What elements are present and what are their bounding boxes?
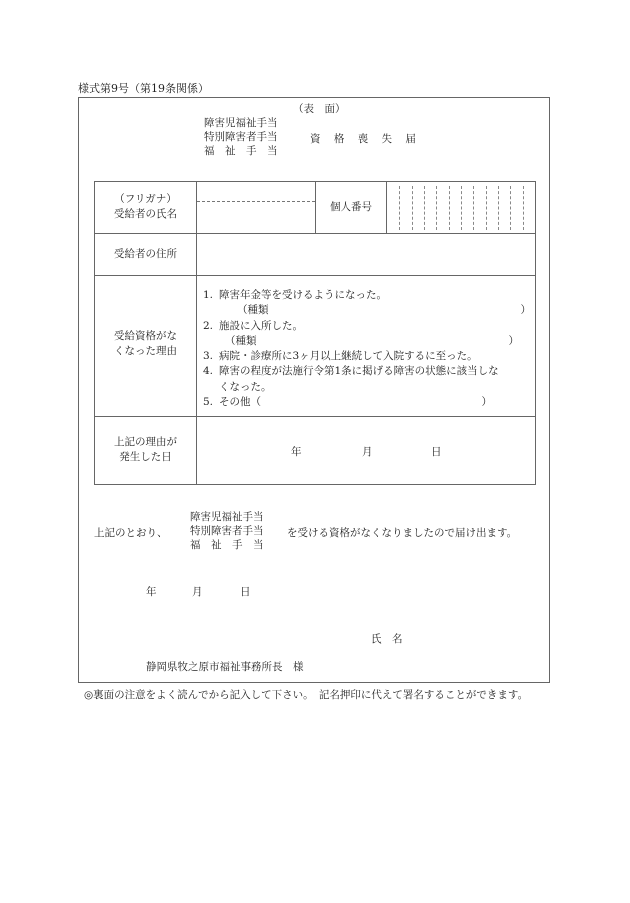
- reason-detail[interactable]: （種類 ）: [237, 304, 531, 317]
- submission-date[interactable]: [146, 584, 251, 599]
- reason-detail[interactable]: （種類 ）: [225, 334, 519, 347]
- personal-number-digit[interactable]: [449, 188, 461, 228]
- row-divider: [95, 275, 535, 276]
- addressee: 静岡県牧之原市福祉事務所長 様: [146, 661, 304, 673]
- personal-number-digit[interactable]: [387, 188, 399, 228]
- digit-separator: [498, 186, 499, 230]
- furigana-input[interactable]: [197, 182, 315, 201]
- personal-number-digit[interactable]: [473, 188, 485, 228]
- applicant-name-label: 氏 名: [371, 633, 403, 645]
- date-month-label: 月: [362, 446, 373, 458]
- personal-number-digit[interactable]: [486, 188, 498, 228]
- reason-number: 5.: [203, 396, 214, 409]
- personal-number-digit[interactable]: [523, 188, 535, 228]
- personal-number-input[interactable]: [387, 182, 535, 233]
- address-input[interactable]: [197, 234, 535, 275]
- statement-allowance-list: [190, 510, 264, 552]
- header-allowance-item: 福 祉 手 当: [204, 145, 278, 157]
- reason-text: 障害の程度が法施行令第1条に掲げる障害の状態に該当しな: [219, 365, 499, 378]
- title-char: 格: [333, 133, 345, 145]
- personal-number-digit[interactable]: [461, 188, 473, 228]
- personal-number-digit[interactable]: [399, 188, 411, 228]
- date-day-label: 日: [431, 446, 442, 458]
- reason-label-line: くなった理由: [114, 345, 177, 357]
- date-label-line: 上記の理由が: [114, 436, 177, 448]
- title-char: 失: [381, 133, 393, 145]
- digit-separator: [449, 186, 450, 230]
- personal-number-digit[interactable]: [412, 188, 424, 228]
- statement-tail: を受ける資格がなくなりましたので届け出ます。: [287, 527, 518, 539]
- digit-separator: [436, 186, 437, 230]
- reason-item[interactable]: [203, 349, 531, 364]
- reason-number: 2.: [203, 319, 214, 332]
- reason-number: 4.: [203, 365, 214, 378]
- reason-text-continued: くなった。: [219, 380, 272, 393]
- reason-item[interactable]: [203, 395, 531, 410]
- date-year-label: 年: [291, 446, 302, 458]
- reason-text: 病院・診療所に3ヶ月以上継続して入院するに至った。: [219, 350, 478, 363]
- personal-number-digit[interactable]: [498, 188, 510, 228]
- form-table: [94, 181, 536, 485]
- statement-allowance-item: 特別障害者手当: [190, 525, 264, 537]
- submission-month-label: 月: [192, 586, 203, 598]
- footnote: ◎裏面の注意をよく読んでから記入して下さい。 記名押印に代えて署名することができます。: [84, 689, 529, 701]
- reason-number: 3.: [203, 350, 214, 363]
- reason-item[interactable]: [203, 364, 531, 379]
- statement-lead: 上記のとおり、: [94, 527, 168, 539]
- name-label: [95, 192, 196, 222]
- header-allowance-item: 障害児福祉手当: [204, 117, 278, 129]
- form-number: 様式第9号（第19条関係）: [78, 82, 209, 95]
- digit-separator: [399, 186, 400, 230]
- submission-day-label: 日: [240, 586, 251, 598]
- title-char: 資: [310, 133, 321, 145]
- reason-list: [203, 288, 531, 410]
- recipient-name-label: 受給者の氏名: [114, 208, 177, 220]
- header-allowance-list: [204, 116, 278, 158]
- personal-number-digit[interactable]: [436, 188, 448, 228]
- title-char: 届: [405, 133, 416, 145]
- header-allowance-item: 特別障害者手当: [204, 131, 278, 143]
- personal-number-digit[interactable]: [424, 188, 436, 228]
- reason-text: その他（ ）: [219, 396, 492, 409]
- furigana-label: （フリガナ）: [114, 193, 177, 205]
- reason-number: 1.: [203, 289, 214, 301]
- personal-number-digit[interactable]: [510, 188, 522, 228]
- statement-allowance-item: 福 祉 手 当: [190, 539, 264, 551]
- personal-number-label: 個人番号: [330, 201, 372, 213]
- digit-separator: [412, 186, 413, 230]
- digit-separator: [473, 186, 474, 230]
- submission-year-label: 年: [146, 586, 157, 598]
- digit-separator: [523, 186, 524, 230]
- face-label: （表 面）: [293, 103, 346, 115]
- form-title: [310, 131, 426, 146]
- statement-allowance-item: 障害児福祉手当: [190, 511, 264, 523]
- digit-separator: [486, 186, 487, 230]
- reason-label: [95, 329, 196, 359]
- address-label: 受給者の住所: [114, 248, 177, 260]
- occurrence-date-label: [95, 435, 196, 465]
- date-label-line: 発生した日: [119, 451, 172, 463]
- reason-text: 障害年金等を受けるようになった。: [219, 289, 387, 301]
- title-char: 喪: [357, 133, 369, 145]
- reason-item[interactable]: [203, 319, 531, 334]
- digit-separator: [510, 186, 511, 230]
- occurrence-date-input[interactable]: [197, 417, 535, 484]
- digit-separator: [424, 186, 425, 230]
- reason-label-line: 受給資格がな: [114, 330, 177, 342]
- digit-separator: [461, 186, 462, 230]
- reason-item[interactable]: [203, 288, 531, 303]
- recipient-name-input[interactable]: [197, 202, 315, 233]
- reason-text: 施設に入所した。: [219, 319, 303, 332]
- applicant-name-input[interactable]: [410, 626, 540, 646]
